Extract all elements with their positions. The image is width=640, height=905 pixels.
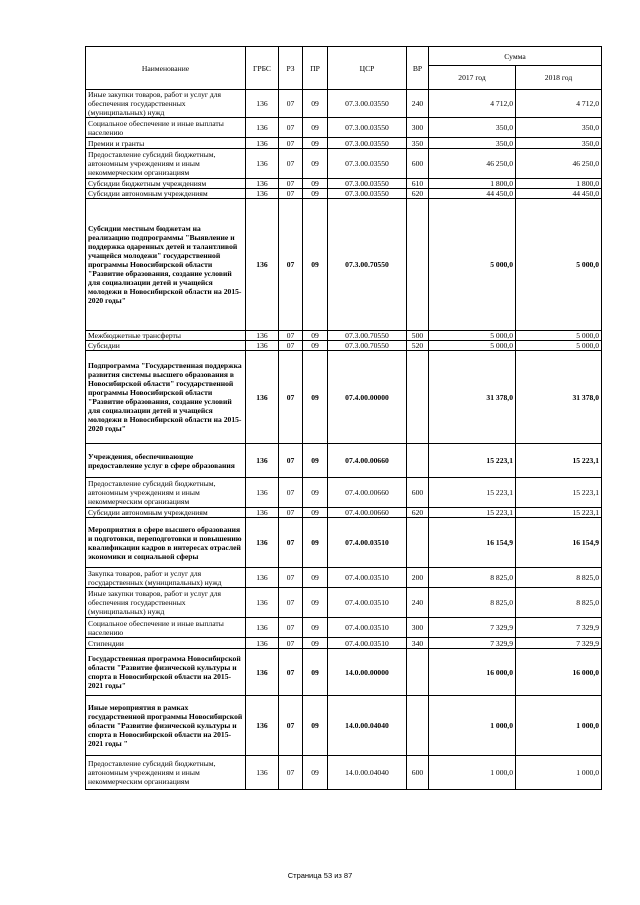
cell-sum-2017: 1 000,0 bbox=[429, 696, 516, 756]
header-name: Наименование bbox=[86, 47, 246, 90]
cell-rz: 07 bbox=[279, 444, 303, 478]
cell-grbs: 136 bbox=[246, 638, 279, 649]
table-row bbox=[86, 478, 602, 508]
cell-sum-2018: 1 000,0 bbox=[516, 756, 602, 790]
cell-vr: 300 bbox=[407, 118, 429, 138]
cell-pr: 09 bbox=[303, 199, 328, 331]
cell-grbs: 136 bbox=[246, 756, 279, 790]
cell-pr: 09 bbox=[303, 568, 328, 588]
cell-grbs: 136 bbox=[246, 444, 279, 478]
cell-csr: 07.3.00.03550 bbox=[328, 179, 407, 189]
cell-vr: 240 bbox=[407, 588, 429, 618]
cell-grbs: 136 bbox=[246, 149, 279, 179]
header-rz: РЗ bbox=[279, 47, 303, 90]
cell-pr: 09 bbox=[303, 341, 328, 351]
header-2018: 2018 год bbox=[516, 66, 602, 90]
page-footer: Страница 53 из 87 bbox=[287, 871, 353, 880]
cell-csr: 07.3.00.03550 bbox=[328, 138, 407, 149]
cell-sum-2017: 7 329,9 bbox=[429, 618, 516, 638]
cell-rz: 07 bbox=[279, 588, 303, 618]
cell-csr: 07.3.00.03550 bbox=[328, 149, 407, 179]
cell-grbs: 136 bbox=[246, 118, 279, 138]
table-row bbox=[86, 638, 602, 649]
cell-sum-2017: 5 000,0 bbox=[429, 199, 516, 331]
cell-sum-2018: 8 825,0 bbox=[516, 588, 602, 618]
cell-rz: 07 bbox=[279, 618, 303, 638]
cell-sum-2018: 5 000,0 bbox=[516, 199, 602, 331]
cell-pr: 09 bbox=[303, 444, 328, 478]
table-row bbox=[86, 444, 602, 478]
cell-rz: 07 bbox=[279, 518, 303, 568]
table-row bbox=[86, 351, 602, 444]
cell-pr: 09 bbox=[303, 508, 328, 518]
cell-pr: 09 bbox=[303, 649, 328, 696]
cell-name: Предоставление субсидий бюджетным, автономным учреждениям и иным некоммерческим организациям bbox=[86, 756, 246, 790]
cell-csr: 07.4.00.00660 bbox=[328, 444, 407, 478]
cell-csr: 07.3.00.03550 bbox=[328, 189, 407, 199]
cell-rz: 07 bbox=[279, 696, 303, 756]
cell-pr: 09 bbox=[303, 618, 328, 638]
cell-sum-2017: 5 000,0 bbox=[429, 331, 516, 341]
cell-name: Стипендии bbox=[86, 638, 246, 649]
table-row bbox=[86, 199, 602, 331]
cell-rz: 07 bbox=[279, 199, 303, 331]
cell-grbs: 136 bbox=[246, 199, 279, 331]
cell-name: Иные закупки товаров, работ и услуг для обеспечения государственных (муниципальных) нужд bbox=[86, 90, 246, 118]
table-row bbox=[86, 588, 602, 618]
cell-vr: 350 bbox=[407, 138, 429, 149]
cell-sum-2018: 15 223,1 bbox=[516, 444, 602, 478]
cell-name: Закупка товаров, работ и услуг для государственных (муниципальных) нужд bbox=[86, 568, 246, 588]
header-vr: ВР bbox=[407, 47, 429, 90]
table-row bbox=[86, 518, 602, 568]
cell-sum-2018: 350,0 bbox=[516, 118, 602, 138]
cell-csr: 07.4.00.03510 bbox=[328, 568, 407, 588]
cell-vr: 610 bbox=[407, 179, 429, 189]
cell-sum-2018: 5 000,0 bbox=[516, 331, 602, 341]
cell-sum-2017: 1 000,0 bbox=[429, 756, 516, 790]
cell-sum-2017: 31 378,0 bbox=[429, 351, 516, 444]
cell-sum-2017: 350,0 bbox=[429, 138, 516, 149]
table-row bbox=[86, 756, 602, 790]
cell-rz: 07 bbox=[279, 649, 303, 696]
cell-vr: 200 bbox=[407, 568, 429, 588]
cell-pr: 09 bbox=[303, 149, 328, 179]
cell-csr: 07.4.00.00660 bbox=[328, 478, 407, 508]
cell-csr: 07.4.00.00660 bbox=[328, 508, 407, 518]
cell-grbs: 136 bbox=[246, 90, 279, 118]
cell-grbs: 136 bbox=[246, 696, 279, 756]
cell-name: Подпрограмма "Государственная поддержка развития системы высшего образования в Новосибирской области" государственной программы Новосибирской области "Развитие образования, создание условий для социализации детей и учащейся молодежи в Новосибирской области на 2015-2020 годы" bbox=[86, 351, 246, 444]
cell-name: Субсидии местным бюджетам на реализацию подпрограммы "Выявление и поддержка одаренных детей и талантливой учащейся молодежи" государственной программы Новосибирской области "Развитие образования, создание условий для социализации детей и учащейся молодежи в Новосибирской области на 2015-2020 годы" bbox=[86, 199, 246, 331]
cell-name: Субсидии бюджетным учреждениям bbox=[86, 179, 246, 189]
cell-csr: 07.3.00.03550 bbox=[328, 118, 407, 138]
cell-pr: 09 bbox=[303, 118, 328, 138]
cell-sum-2018: 31 378,0 bbox=[516, 351, 602, 444]
cell-pr: 09 bbox=[303, 90, 328, 118]
cell-rz: 07 bbox=[279, 568, 303, 588]
header-grbs: ГРБС bbox=[246, 47, 279, 90]
cell-grbs: 136 bbox=[246, 478, 279, 508]
cell-vr: 600 bbox=[407, 478, 429, 508]
cell-csr: 07.3.00.70550 bbox=[328, 199, 407, 331]
cell-name: Субсидии bbox=[86, 341, 246, 351]
cell-grbs: 136 bbox=[246, 618, 279, 638]
cell-pr: 09 bbox=[303, 331, 328, 341]
table-row bbox=[86, 618, 602, 638]
table-row bbox=[86, 331, 602, 341]
cell-sum-2018: 7 329,9 bbox=[516, 638, 602, 649]
cell-vr: 600 bbox=[407, 756, 429, 790]
table-row bbox=[86, 341, 602, 351]
cell-rz: 07 bbox=[279, 478, 303, 508]
header-pr: ПР bbox=[303, 47, 328, 90]
cell-grbs: 136 bbox=[246, 588, 279, 618]
cell-grbs: 136 bbox=[246, 331, 279, 341]
cell-vr bbox=[407, 444, 429, 478]
table-row bbox=[86, 118, 602, 138]
cell-rz: 07 bbox=[279, 331, 303, 341]
cell-vr: 620 bbox=[407, 189, 429, 199]
cell-rz: 07 bbox=[279, 351, 303, 444]
cell-csr: 14.0.00.04040 bbox=[328, 696, 407, 756]
cell-vr bbox=[407, 518, 429, 568]
cell-pr: 09 bbox=[303, 351, 328, 444]
table-row bbox=[86, 649, 602, 696]
cell-vr: 240 bbox=[407, 90, 429, 118]
cell-rz: 07 bbox=[279, 138, 303, 149]
cell-csr: 07.4.00.00000 bbox=[328, 351, 407, 444]
cell-sum-2017: 8 825,0 bbox=[429, 568, 516, 588]
cell-sum-2017: 350,0 bbox=[429, 118, 516, 138]
cell-sum-2017: 15 223,1 bbox=[429, 508, 516, 518]
cell-pr: 09 bbox=[303, 138, 328, 149]
cell-sum-2017: 1 800,0 bbox=[429, 179, 516, 189]
cell-sum-2018: 16 154,9 bbox=[516, 518, 602, 568]
cell-name: Предоставление субсидий бюджетным, автономным учреждениям и иным некоммерческим организациям bbox=[86, 478, 246, 508]
budget-table bbox=[85, 46, 602, 790]
cell-sum-2018: 16 000,0 bbox=[516, 649, 602, 696]
cell-name: Мероприятия в сфере высшего образования и подготовки, переподготовки и повышению квалификации кадров в интересах отраслей экономики и социальной сферы bbox=[86, 518, 246, 568]
cell-name: Социальное обеспечение и иные выплаты населению bbox=[86, 118, 246, 138]
table-row bbox=[86, 179, 602, 189]
cell-vr bbox=[407, 199, 429, 331]
cell-csr: 14.0.00.04040 bbox=[328, 756, 407, 790]
cell-pr: 09 bbox=[303, 756, 328, 790]
header-2017: 2017 год bbox=[429, 66, 516, 90]
cell-grbs: 136 bbox=[246, 518, 279, 568]
cell-sum-2018: 1 800,0 bbox=[516, 179, 602, 189]
cell-name: Субсидии автономным учреждениям bbox=[86, 508, 246, 518]
cell-name: Социальное обеспечение и иные выплаты населению bbox=[86, 618, 246, 638]
table-row bbox=[86, 189, 602, 199]
cell-vr: 300 bbox=[407, 618, 429, 638]
cell-sum-2018: 350,0 bbox=[516, 138, 602, 149]
cell-name: Иные закупки товаров, работ и услуг для обеспечения государственных (муниципальных) нужд bbox=[86, 588, 246, 618]
cell-sum-2017: 8 825,0 bbox=[429, 588, 516, 618]
table-row bbox=[86, 138, 602, 149]
cell-pr: 09 bbox=[303, 638, 328, 649]
cell-name: Субсидии автономным учреждениям bbox=[86, 189, 246, 199]
cell-sum-2017: 15 223,1 bbox=[429, 478, 516, 508]
cell-csr: 14.0.00.00000 bbox=[328, 649, 407, 696]
cell-name: Государственная программа Новосибирской области "Развитие физической культуры и спорта в Новосибирской области на 2015-2021 годы" bbox=[86, 649, 246, 696]
cell-sum-2017: 5 000,0 bbox=[429, 341, 516, 351]
cell-sum-2018: 15 223,1 bbox=[516, 508, 602, 518]
cell-csr: 07.3.00.70550 bbox=[328, 331, 407, 341]
cell-sum-2017: 16 000,0 bbox=[429, 649, 516, 696]
table-row bbox=[86, 149, 602, 179]
cell-name: Предоставление субсидий бюджетным, автономным учреждениям и иным некоммерческим организациям bbox=[86, 149, 246, 179]
cell-rz: 07 bbox=[279, 638, 303, 649]
cell-sum-2018: 44 450,0 bbox=[516, 189, 602, 199]
table-row bbox=[86, 696, 602, 756]
table-row bbox=[86, 508, 602, 518]
cell-pr: 09 bbox=[303, 696, 328, 756]
cell-grbs: 136 bbox=[246, 508, 279, 518]
cell-grbs: 136 bbox=[246, 138, 279, 149]
cell-grbs: 136 bbox=[246, 189, 279, 199]
cell-rz: 07 bbox=[279, 508, 303, 518]
cell-csr: 07.4.00.03510 bbox=[328, 638, 407, 649]
cell-csr: 07.4.00.03510 bbox=[328, 518, 407, 568]
cell-sum-2018: 5 000,0 bbox=[516, 341, 602, 351]
cell-vr: 340 bbox=[407, 638, 429, 649]
table-row bbox=[86, 90, 602, 118]
cell-sum-2018: 15 223,1 bbox=[516, 478, 602, 508]
cell-grbs: 136 bbox=[246, 568, 279, 588]
cell-pr: 09 bbox=[303, 189, 328, 199]
cell-rz: 07 bbox=[279, 118, 303, 138]
table-row bbox=[86, 568, 602, 588]
cell-rz: 07 bbox=[279, 149, 303, 179]
cell-csr: 07.4.00.03510 bbox=[328, 618, 407, 638]
cell-name: Учреждения, обеспечивающие предоставление услуг в сфере образования bbox=[86, 444, 246, 478]
cell-csr: 07.3.00.70550 bbox=[328, 341, 407, 351]
cell-sum-2017: 16 154,9 bbox=[429, 518, 516, 568]
cell-rz: 07 bbox=[279, 179, 303, 189]
cell-grbs: 136 bbox=[246, 351, 279, 444]
cell-name: Премии и гранты bbox=[86, 138, 246, 149]
cell-sum-2017: 7 329,9 bbox=[429, 638, 516, 649]
cell-vr bbox=[407, 696, 429, 756]
cell-grbs: 136 bbox=[246, 179, 279, 189]
cell-sum-2017: 15 223,1 bbox=[429, 444, 516, 478]
cell-name: Иные мероприятия в рамках государственной программы Новосибирской области "Развитие физической культуры и спорта в Новосибирской области на 2015-2021 годы " bbox=[86, 696, 246, 756]
cell-sum-2018: 1 000,0 bbox=[516, 696, 602, 756]
cell-pr: 09 bbox=[303, 588, 328, 618]
cell-vr: 600 bbox=[407, 149, 429, 179]
cell-rz: 07 bbox=[279, 189, 303, 199]
cell-vr: 520 bbox=[407, 341, 429, 351]
cell-vr: 500 bbox=[407, 331, 429, 341]
cell-sum-2018: 4 712,0 bbox=[516, 90, 602, 118]
header-sum: Сумма bbox=[429, 47, 602, 66]
cell-sum-2017: 44 450,0 bbox=[429, 189, 516, 199]
cell-pr: 09 bbox=[303, 179, 328, 189]
cell-pr: 09 bbox=[303, 478, 328, 508]
cell-grbs: 136 bbox=[246, 649, 279, 696]
cell-vr: 620 bbox=[407, 508, 429, 518]
cell-sum-2018: 46 250,0 bbox=[516, 149, 602, 179]
cell-name: Межбюджетные трансферты bbox=[86, 331, 246, 341]
cell-sum-2018: 7 329,9 bbox=[516, 618, 602, 638]
cell-pr: 09 bbox=[303, 518, 328, 568]
cell-grbs: 136 bbox=[246, 341, 279, 351]
cell-vr bbox=[407, 649, 429, 696]
cell-csr: 07.4.00.03510 bbox=[328, 588, 407, 618]
cell-sum-2017: 46 250,0 bbox=[429, 149, 516, 179]
cell-vr bbox=[407, 351, 429, 444]
header-csr: ЦСР bbox=[328, 47, 407, 90]
cell-rz: 07 bbox=[279, 90, 303, 118]
cell-rz: 07 bbox=[279, 756, 303, 790]
cell-sum-2017: 4 712,0 bbox=[429, 90, 516, 118]
cell-sum-2018: 8 825,0 bbox=[516, 568, 602, 588]
cell-rz: 07 bbox=[279, 341, 303, 351]
cell-csr: 07.3.00.03550 bbox=[328, 90, 407, 118]
